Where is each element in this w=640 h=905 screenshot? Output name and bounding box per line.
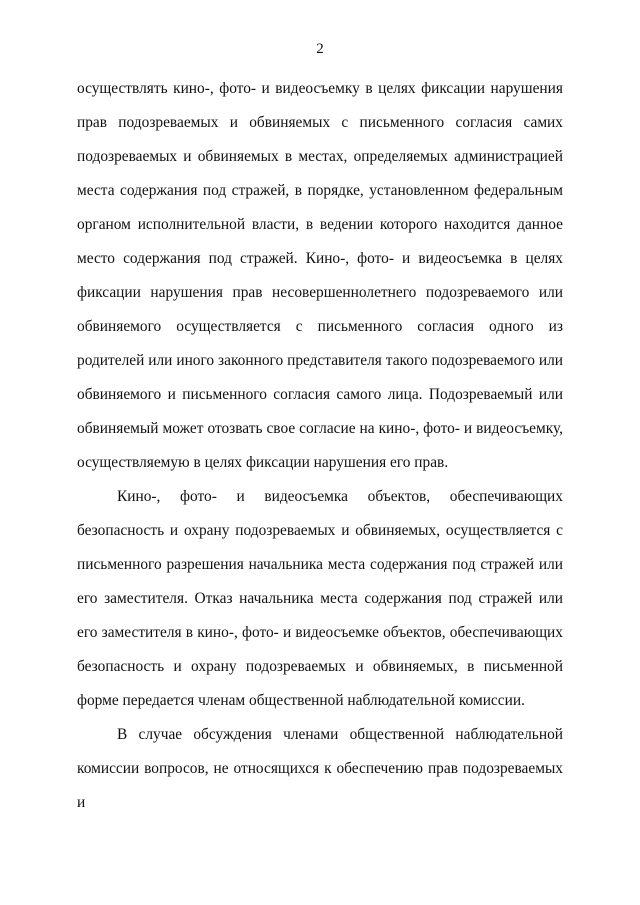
page-number: 2: [316, 41, 324, 57]
paragraph-filming-security-objects: Кино-, фото- и видеосъемка объектов, обеспечивающих безопасность и охрану подозреваемых и обвиняемых, осуществляется с письменного разрешения начальника места содержания под стражей или его заместителя. Отказ начальника места содержания под стражей или его заместителя в кино-, фото- и видеосъемке объектов, обеспечивающих безопасность и охрану подозреваемых и обвиняемых, в письменной форме передается членам общественной наблюдательной комиссии.: [77, 488, 563, 709]
document-body: [77, 72, 563, 820]
paragraph-commission-discussion: В случае обсуждения членами общественной наблюдательной комиссии вопросов, не относящихся к обеспечению прав подозреваемых и: [77, 726, 563, 811]
paragraph-continuation: осуществлять кино-, фото- и видеосъемку в целях фиксации нарушения прав подозреваемых и обвиняемых с письменного согласия самих подозреваемых и обвиняемых в местах, определяемых администрацией места содержания под стражей, в порядке, установленном федеральным органом исполнительной власти, в ведении которого находится данное место содержания под стражей. Кино-, фото- и видеосъемка в целях фиксации нарушения прав несовершеннолетнего подозреваемого или обвиняемого осуществляется с письменного согласия одного из родителей или иного законного представителя такого подозреваемого или обвиняемого и письменного согласия самого лица. Подозреваемый или обвиняемый может отозвать свое согласие на кино-, фото- и видеосъемку, осуществляемую в целях фиксации нарушения его прав.: [77, 80, 563, 471]
